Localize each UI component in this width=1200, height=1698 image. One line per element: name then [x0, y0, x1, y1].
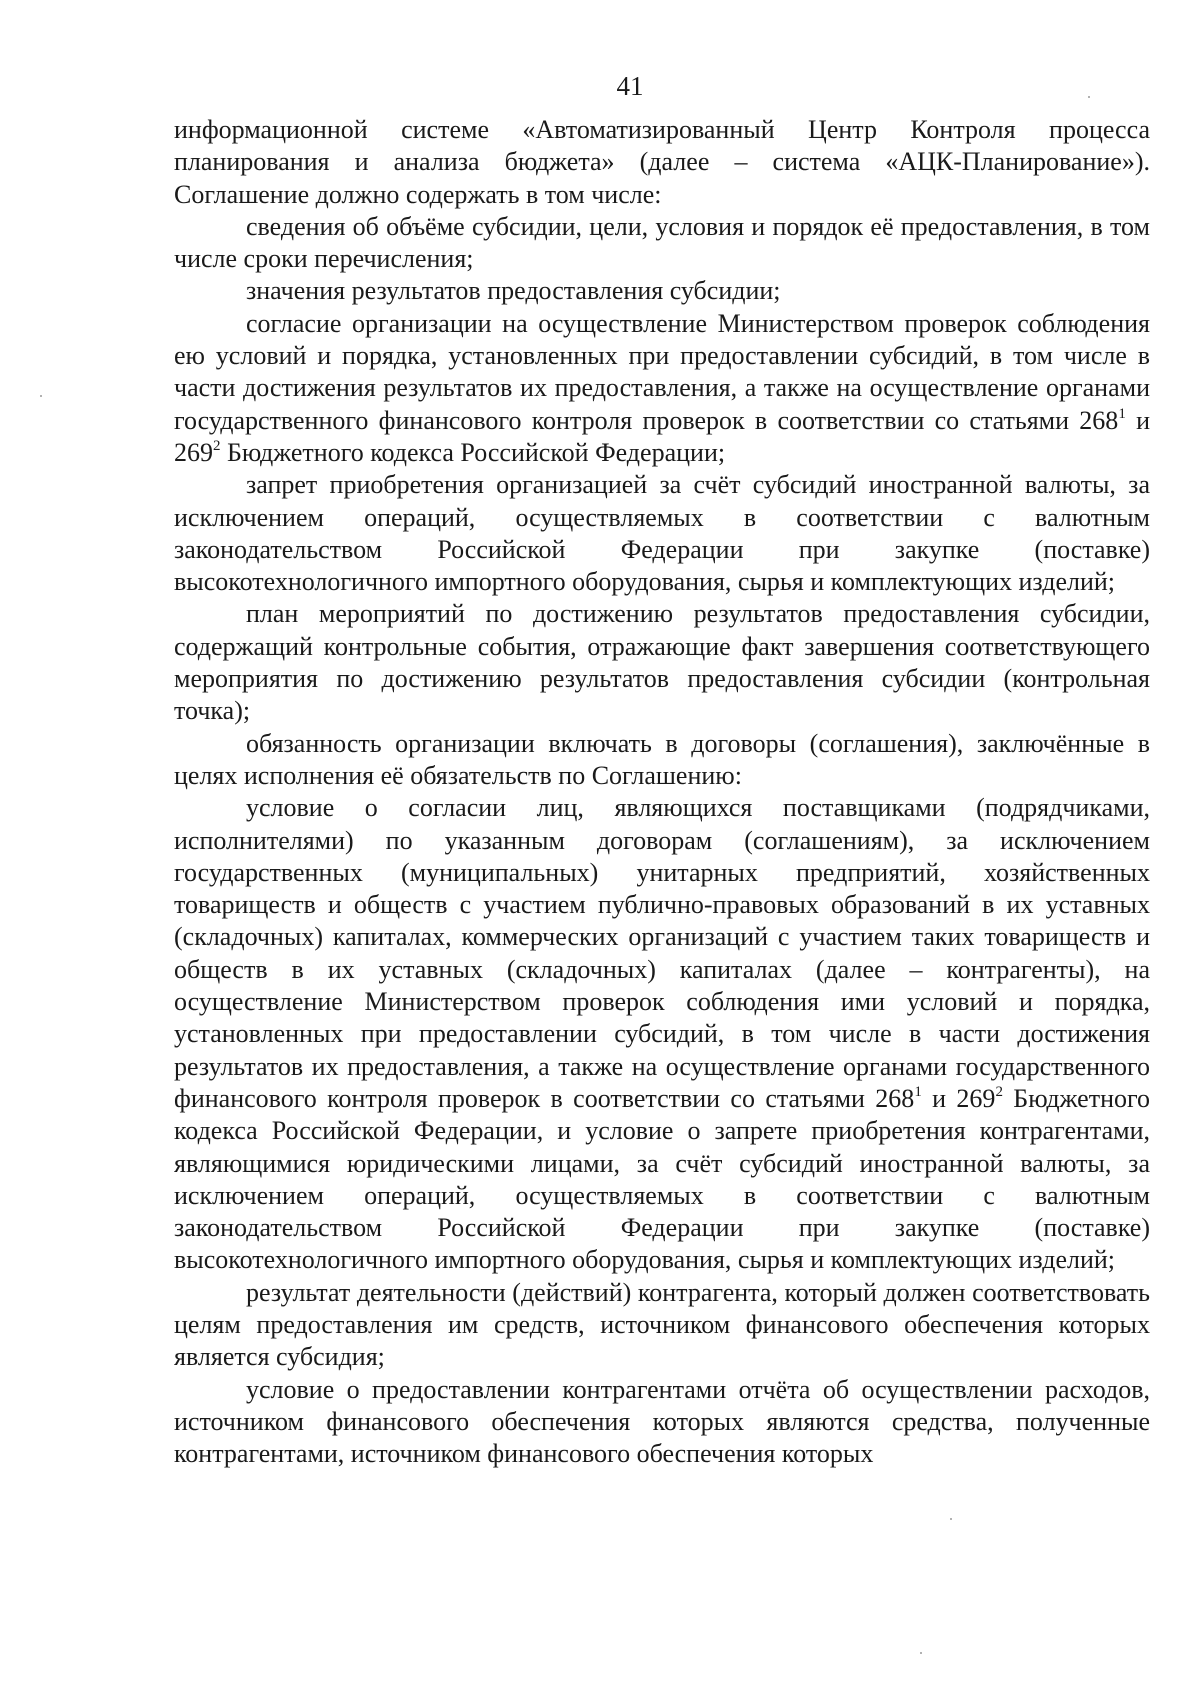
paragraph: [174, 1374, 1150, 1471]
paragraph: [174, 792, 1150, 1276]
paragraph: [174, 275, 1150, 307]
page-number: 41: [616, 71, 644, 101]
paragraph-text: запрет приобретения организацией за счёт субсидий иностранной валюты, за исключением операций, осуществляемых в соответствии с валютным законодательством Российской Федерации при закупке (поставке) высокотехнологичного импортного оборудования, сырья и комплектующих изделий;: [174, 470, 1150, 597]
document-body: [174, 114, 1150, 1470]
paragraph-text: план мероприятий по достижению результатов предоставления субсидии, содержащий контрольные события, отражающие факт завершения соответствующего мероприятия по достижению результатов предоставления субсидии (контрольная точка);: [174, 599, 1150, 726]
paragraph: [174, 308, 1150, 469]
scan-speck: [950, 1518, 952, 1520]
paragraph: [174, 728, 1150, 793]
paragraph-text: обязанность организации включать в договоры (соглашения), заключённые в целях исполнения её обязательств по Соглашению:: [174, 728, 1150, 790]
paragraph-text: согласие организации на осуществление Министерством проверок соблюдения ею условий и порядка, установленных при предоставлении субсидий, в том числе в части достижения результатов их предоставления, а также на осуществление органами государственного финансового контроля проверок в соответствии со статьями 268: [174, 308, 1150, 435]
paragraph-text: и 269: [921, 1083, 996, 1113]
paragraph-text: сведения об объёме субсидии, цели, условия и порядок её предоставления, в том числе сроки перечисления;: [174, 211, 1150, 274]
paragraph: [174, 211, 1150, 276]
paragraph-text: значения результатов предоставления субсидии;: [246, 276, 781, 306]
scan-speck: [920, 1652, 922, 1654]
paragraph: [174, 1277, 1150, 1374]
paragraph: [174, 598, 1150, 727]
paragraph-text: информационной системе «Автоматизированный Центр Контроля процесса планирования и анализа бюджета» (далее – система «АЦК-Планирование»). Соглашение должно содержать в том числе:: [174, 115, 1150, 209]
scan-speck: [1088, 96, 1090, 98]
paragraph-text: условие о предоставлении контрагентами отчёта об осуществлении расходов, источником финансового обеспечения которых являются средства, полученные контрагентами, источником финансового обеспечения которых: [174, 1374, 1150, 1469]
paragraph: [174, 114, 1150, 211]
footnote-superscript: 2: [213, 437, 221, 454]
paragraph-text: Бюджетного кодекса Российской Федерации;: [220, 437, 726, 467]
paragraph-text: результат деятельности (действий) контрагента, который должен соответствовать целям предоставления им средств, источником финансового обеспечения которых является субсидия;: [174, 1277, 1150, 1372]
paragraph-text: и 269: [174, 405, 1150, 467]
scan-speck: [40, 395, 42, 397]
paragraph-text: Бюджетного кодекса Российской Федерации, и условие о запрете приобретения контрагентами, являющимися юридическими лицами, за счёт субсидий иностранной валюты, за исключением операций, осуществляемых в соответствии с валютным законодательством Российской Федерации при закупке (поставке) высокотехнологичного импортного оборудования, сырья и комплектующих изделий;: [174, 1083, 1151, 1275]
paragraph: [174, 469, 1150, 598]
footnote-superscript: 1: [1118, 405, 1126, 422]
footnote-superscript: 1: [914, 1083, 922, 1100]
paragraph-text: условие о согласии лиц, являющихся поставщиками (подрядчиками, исполнителями) по указанным договорам (соглашениям), за исключением государственных (муниципальных) унитарных предприятий, хозяйственных товариществ и обществ с участием публично-правовых образований в их уставных (складочных) капиталах, коммерческих организаций с участием таких товариществ и обществ в их уставных (складочных) капиталах (далее – контрагенты), на осуществление Министерством проверок соблюдения ими условий и порядка, установленных при предоставлении субсидий, в том числе в части достижения результатов их предоставления, а также на осуществление органами государственного финансового контроля проверок в соответствии со статьями 268: [174, 793, 1150, 1113]
footnote-superscript: 2: [995, 1083, 1003, 1100]
